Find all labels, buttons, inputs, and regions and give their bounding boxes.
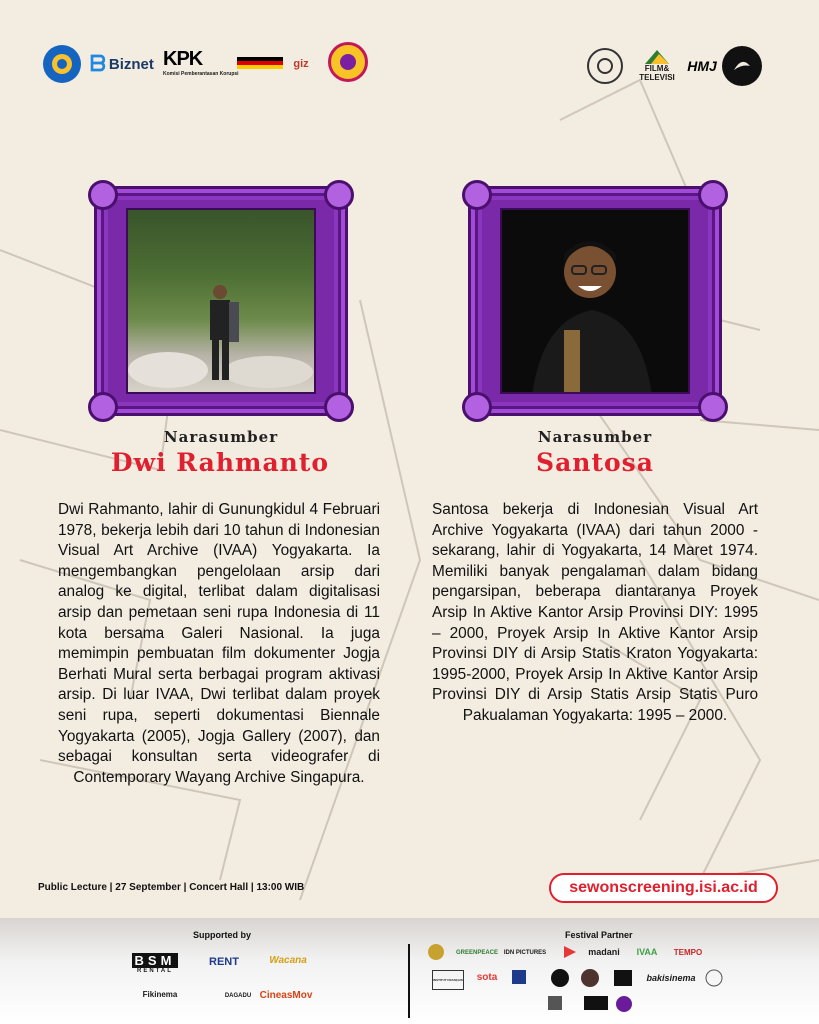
speaker-1-bio: Dwi Rahmanto, lahir di Gunungkidul 4 Februari 1978, bekerja lebih dari 10 tahun di Indonesian Visual Art Archive (IVAA) Yogyakarta. Ia mengembangkan pengelolaan arsip dari analog ke digital, terlibat dalam digitalisasi arsip dan pemetaan seni rupa Indonesia di 11 kota bersama Galeri Nasional. Ia juga memimpin pembuatan film dokumenter Jogja Berhati Mural serta berbagai program aktivasi arsip. Di luar IVAA, Dwi terlibat dalam proyek seni rupa, seperti dokumentasi Biennale Yogyakarta (2005), Jogja Gallery (2007), dan sebagai konsultan serta videografer di Contemporary Wayang Archive Singapura. — [58, 501, 380, 786]
idn-pictures-text: IDN PICTURES — [503, 950, 547, 956]
dagadu-logo — [218, 984, 258, 1008]
speaker-1-figure — [128, 210, 316, 394]
isi-seal-logo — [587, 48, 623, 84]
speaker-2-frame — [468, 186, 722, 416]
speaker-2-figure — [502, 210, 690, 394]
wacana-logo — [262, 946, 314, 974]
frame-ornament — [462, 392, 492, 422]
emblem-logo — [722, 46, 762, 86]
giz-logo — [286, 54, 316, 74]
partner-logo-marks — [424, 942, 724, 1012]
speaker-2-photo — [500, 208, 690, 394]
globe-icon — [338, 52, 358, 72]
frame-ornament — [462, 180, 492, 210]
hmj-logo — [688, 46, 716, 86]
greenpeace-text: GREENPEACE — [456, 950, 499, 956]
biznet-text: Biznet — [108, 55, 154, 73]
madani-text: madani — [588, 947, 620, 957]
tempo-text: TEMPO — [673, 947, 703, 957]
bsm-text: BSM — [132, 953, 179, 968]
fikinema-text: Fikinema — [142, 989, 178, 999]
speaker-1-role: Narasumber — [163, 428, 279, 446]
frame-ornament — [88, 392, 118, 422]
biznet-icon: ᗷ — [90, 51, 106, 76]
germany-flag-logo — [237, 50, 283, 76]
fikinema-logo — [132, 984, 188, 1004]
bsm-rental-text: RENTAL — [137, 967, 173, 974]
rent-logo — [198, 950, 250, 974]
speaker-2-role: Narasumber — [537, 428, 653, 446]
kpk-subtitle: Komisi Pemberantasan Korupsi — [163, 71, 239, 77]
frame-ornament — [698, 180, 728, 210]
biznet-logo — [90, 52, 154, 76]
rent-text: RENT — [209, 956, 239, 968]
cineasmov-logo — [254, 984, 318, 1006]
dagadu-text: DAGADU — [224, 993, 252, 999]
speaker-1-name: Dwi Rahmanto — [110, 448, 330, 477]
website-text[interactable]: sewonscreening.isi.ac.id — [569, 879, 758, 896]
institut-francais-text: INSTITUT FRANÇAIS — [433, 978, 463, 982]
supported-by-title: Supported by — [193, 930, 251, 940]
seal-icon — [595, 56, 615, 76]
sponsor-divider — [408, 944, 410, 1018]
bird-icon — [730, 54, 754, 78]
film-tv-logo — [632, 46, 682, 86]
sota-text: sota — [476, 971, 498, 983]
frame-ornament — [324, 180, 354, 210]
kpk-logo — [163, 48, 239, 77]
wacana-text: Wacana — [269, 954, 307, 966]
bakisinema-text: bakisinema — [646, 973, 696, 983]
frame-ornament — [698, 392, 728, 422]
bsm-logo — [124, 950, 186, 976]
satu-bumi-logo — [328, 42, 368, 82]
speaker-2-name: Santosa — [536, 448, 654, 477]
speaker-1-photo — [126, 208, 316, 394]
speaker-2-bio: Santosa bekerja di Indonesian Visual Art Archive Yogyakarta (IVAA) dari tahun 2000 - sekarang, lahir di Yogyakarta, 14 Maret 1974. Memiliki banyak pengalaman dalam bidang pengarsipan, beberapa diantaranya Proyek Arsip In Aktive Kantor Arsip Provinsi DIY: 1995 – 2000, Proyek Arsip In Aktive Kantor Arsip Provinsi DIY di Arsip Statis Kraton Yogyakarta: 1995-2000, Proyek Arsip In Aktive Kantor Arsip Provinsi DIY di Arsip Statis Arsip Statis Puro Pakualaman Yogyakarta: 1995 – 2000. — [432, 501, 758, 724]
frame-ornament — [324, 392, 354, 422]
cineasmov-text: CineasMov — [259, 989, 313, 1001]
frame-ornament — [88, 180, 118, 210]
website-link[interactable] — [549, 873, 778, 903]
speaker-1-frame — [94, 186, 348, 416]
film-icon — [645, 50, 669, 64]
kemendikbud-icon — [42, 44, 82, 84]
sponsor-header — [0, 0, 819, 110]
kpk-text: KPK — [163, 48, 203, 70]
film-tv-text: FILM& TELEVISI — [639, 64, 675, 82]
festival-partner-title: Festival Partner — [565, 930, 633, 940]
giz-text: giz — [293, 58, 309, 70]
kemendikbud-logo — [42, 44, 82, 84]
hmj-text: HMJ — [687, 58, 717, 74]
event-info: Public Lecture | 27 September | Concert Hall | 13:00 WIB — [38, 882, 305, 893]
ivaa-text: IVAA — [636, 947, 658, 957]
